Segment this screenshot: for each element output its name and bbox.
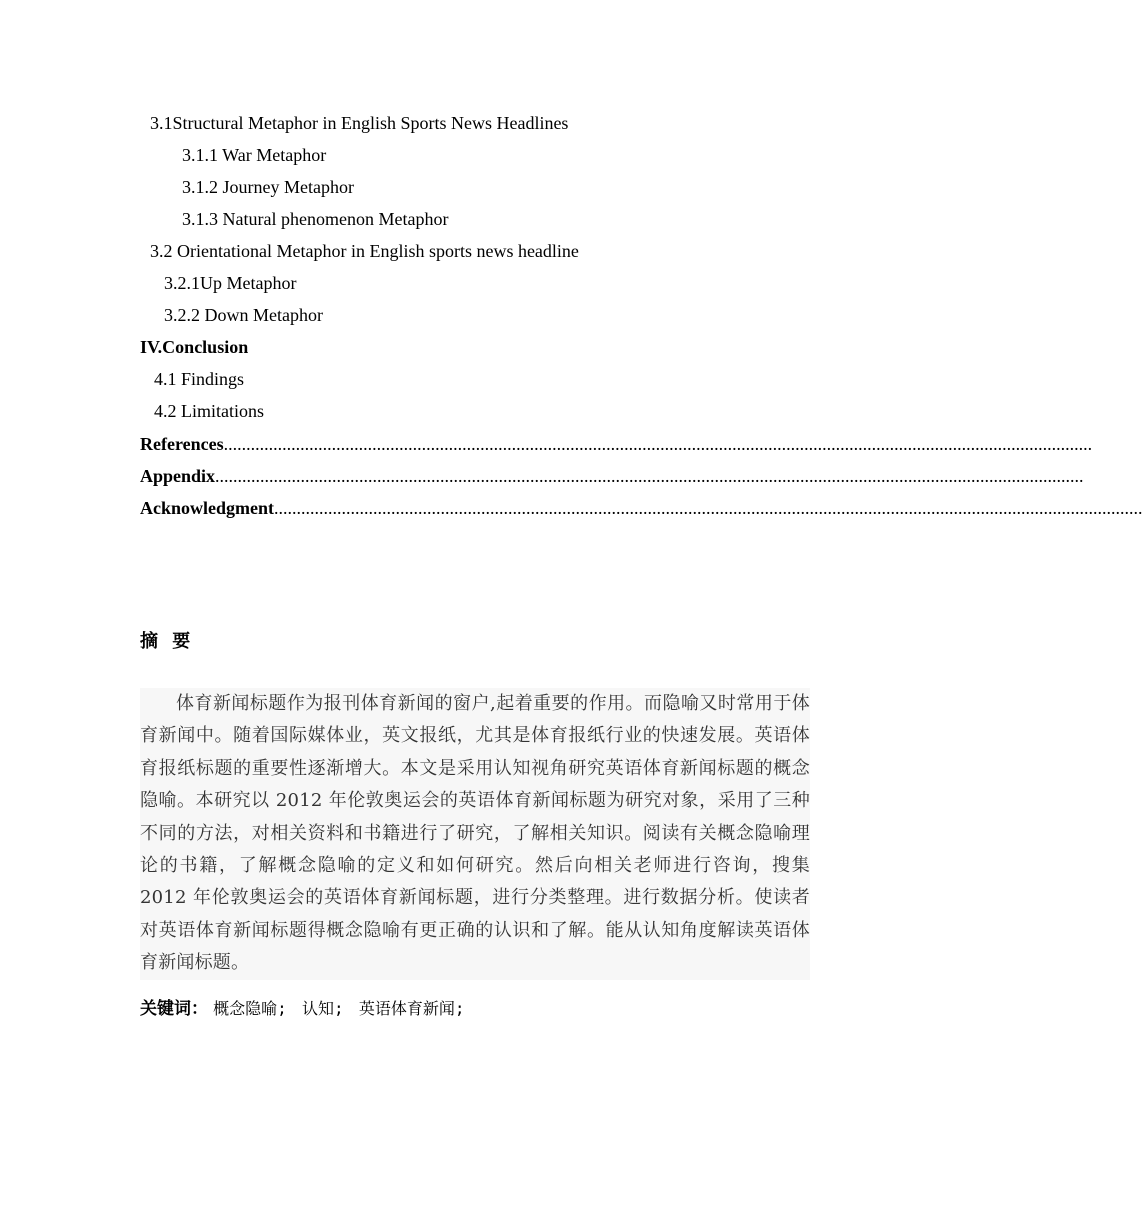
toc-item-3-1-2: 3.1.2 Journey Metaphor [182,177,354,197]
toc-item-4-1: 4.1 Findings [154,369,245,389]
toc-item-4-2: 4.2 Limitations [154,401,264,421]
keyword-item: 认知; [302,999,344,1018]
toc-item-3-1: 3.1Structural Metaphor in English Sports News Headlines [150,113,569,133]
keywords-line [140,994,465,1019]
toc-item-acknowledgment [140,497,1143,519]
toc-item-3-1-1: 3.1.1 War Metaphor [182,145,327,165]
toc-item-3-2-2: 3.2.2 Down Metaphor [164,305,323,325]
toc-item-references [140,433,1093,455]
toc-acknowledgment-label: Acknowledgment [140,498,274,518]
keywords-label: 关键词： [140,999,208,1019]
toc-references-leader: ................................................................................................................................................................................................. [223,434,1093,454]
toc-acknowledgment-leader: ................................................................................................................................................................................................. [274,498,1143,518]
toc-appendix-label: Appendix [140,466,216,486]
toc-item-3-2-1: 3.2.1Up Metaphor [164,273,297,293]
keyword-item: 英语体育新闻; [358,999,465,1018]
toc-appendix-leader: ................................................................................................................................................................................................. [215,466,1084,486]
abstract-body: 体育新闻标题作为报刊体育新闻的窗户,起着重要的作用。而隐喻又时常用于体育新闻中。随着国际媒体业，英文报纸，尤其是体育报纸行业的快速发展。英语体育报纸标题的重要性逐渐增大。本文是采用认知视角研究英语体育新闻标题的概念隐喻。本研究以 2012 年伦敦奥运会的英语体育新闻标题为研究对象，采用了三种不同的方法，对相关资料和书籍进行了研究，了解相关知识。阅读有关概念隐喻理论的书籍，了解概念隐喻的定义和如何研究。然后向相关老师进行咨询，搜集 2012 年伦敦奥运会的英语体育新闻标题，进行分类整理。进行数据分析。使读者对英语体育新闻标题得概念隐喻有更正确的认识和了解。能从认知角度解读英语体育新闻标题。 [140,688,810,980]
toc-item-appendix [140,465,1084,487]
toc-references-label: References [140,434,224,454]
abstract-title: 摘 要 [140,631,195,652]
toc-item-conclusion: IV.Conclusion [140,337,249,357]
toc-item-3-2: 3.2 Orientational Metaphor in English sports news headline [150,241,579,261]
toc-item-3-1-3: 3.1.3 Natural phenomenon Metaphor [182,209,449,229]
keyword-item: 概念隐喻; [213,999,287,1018]
